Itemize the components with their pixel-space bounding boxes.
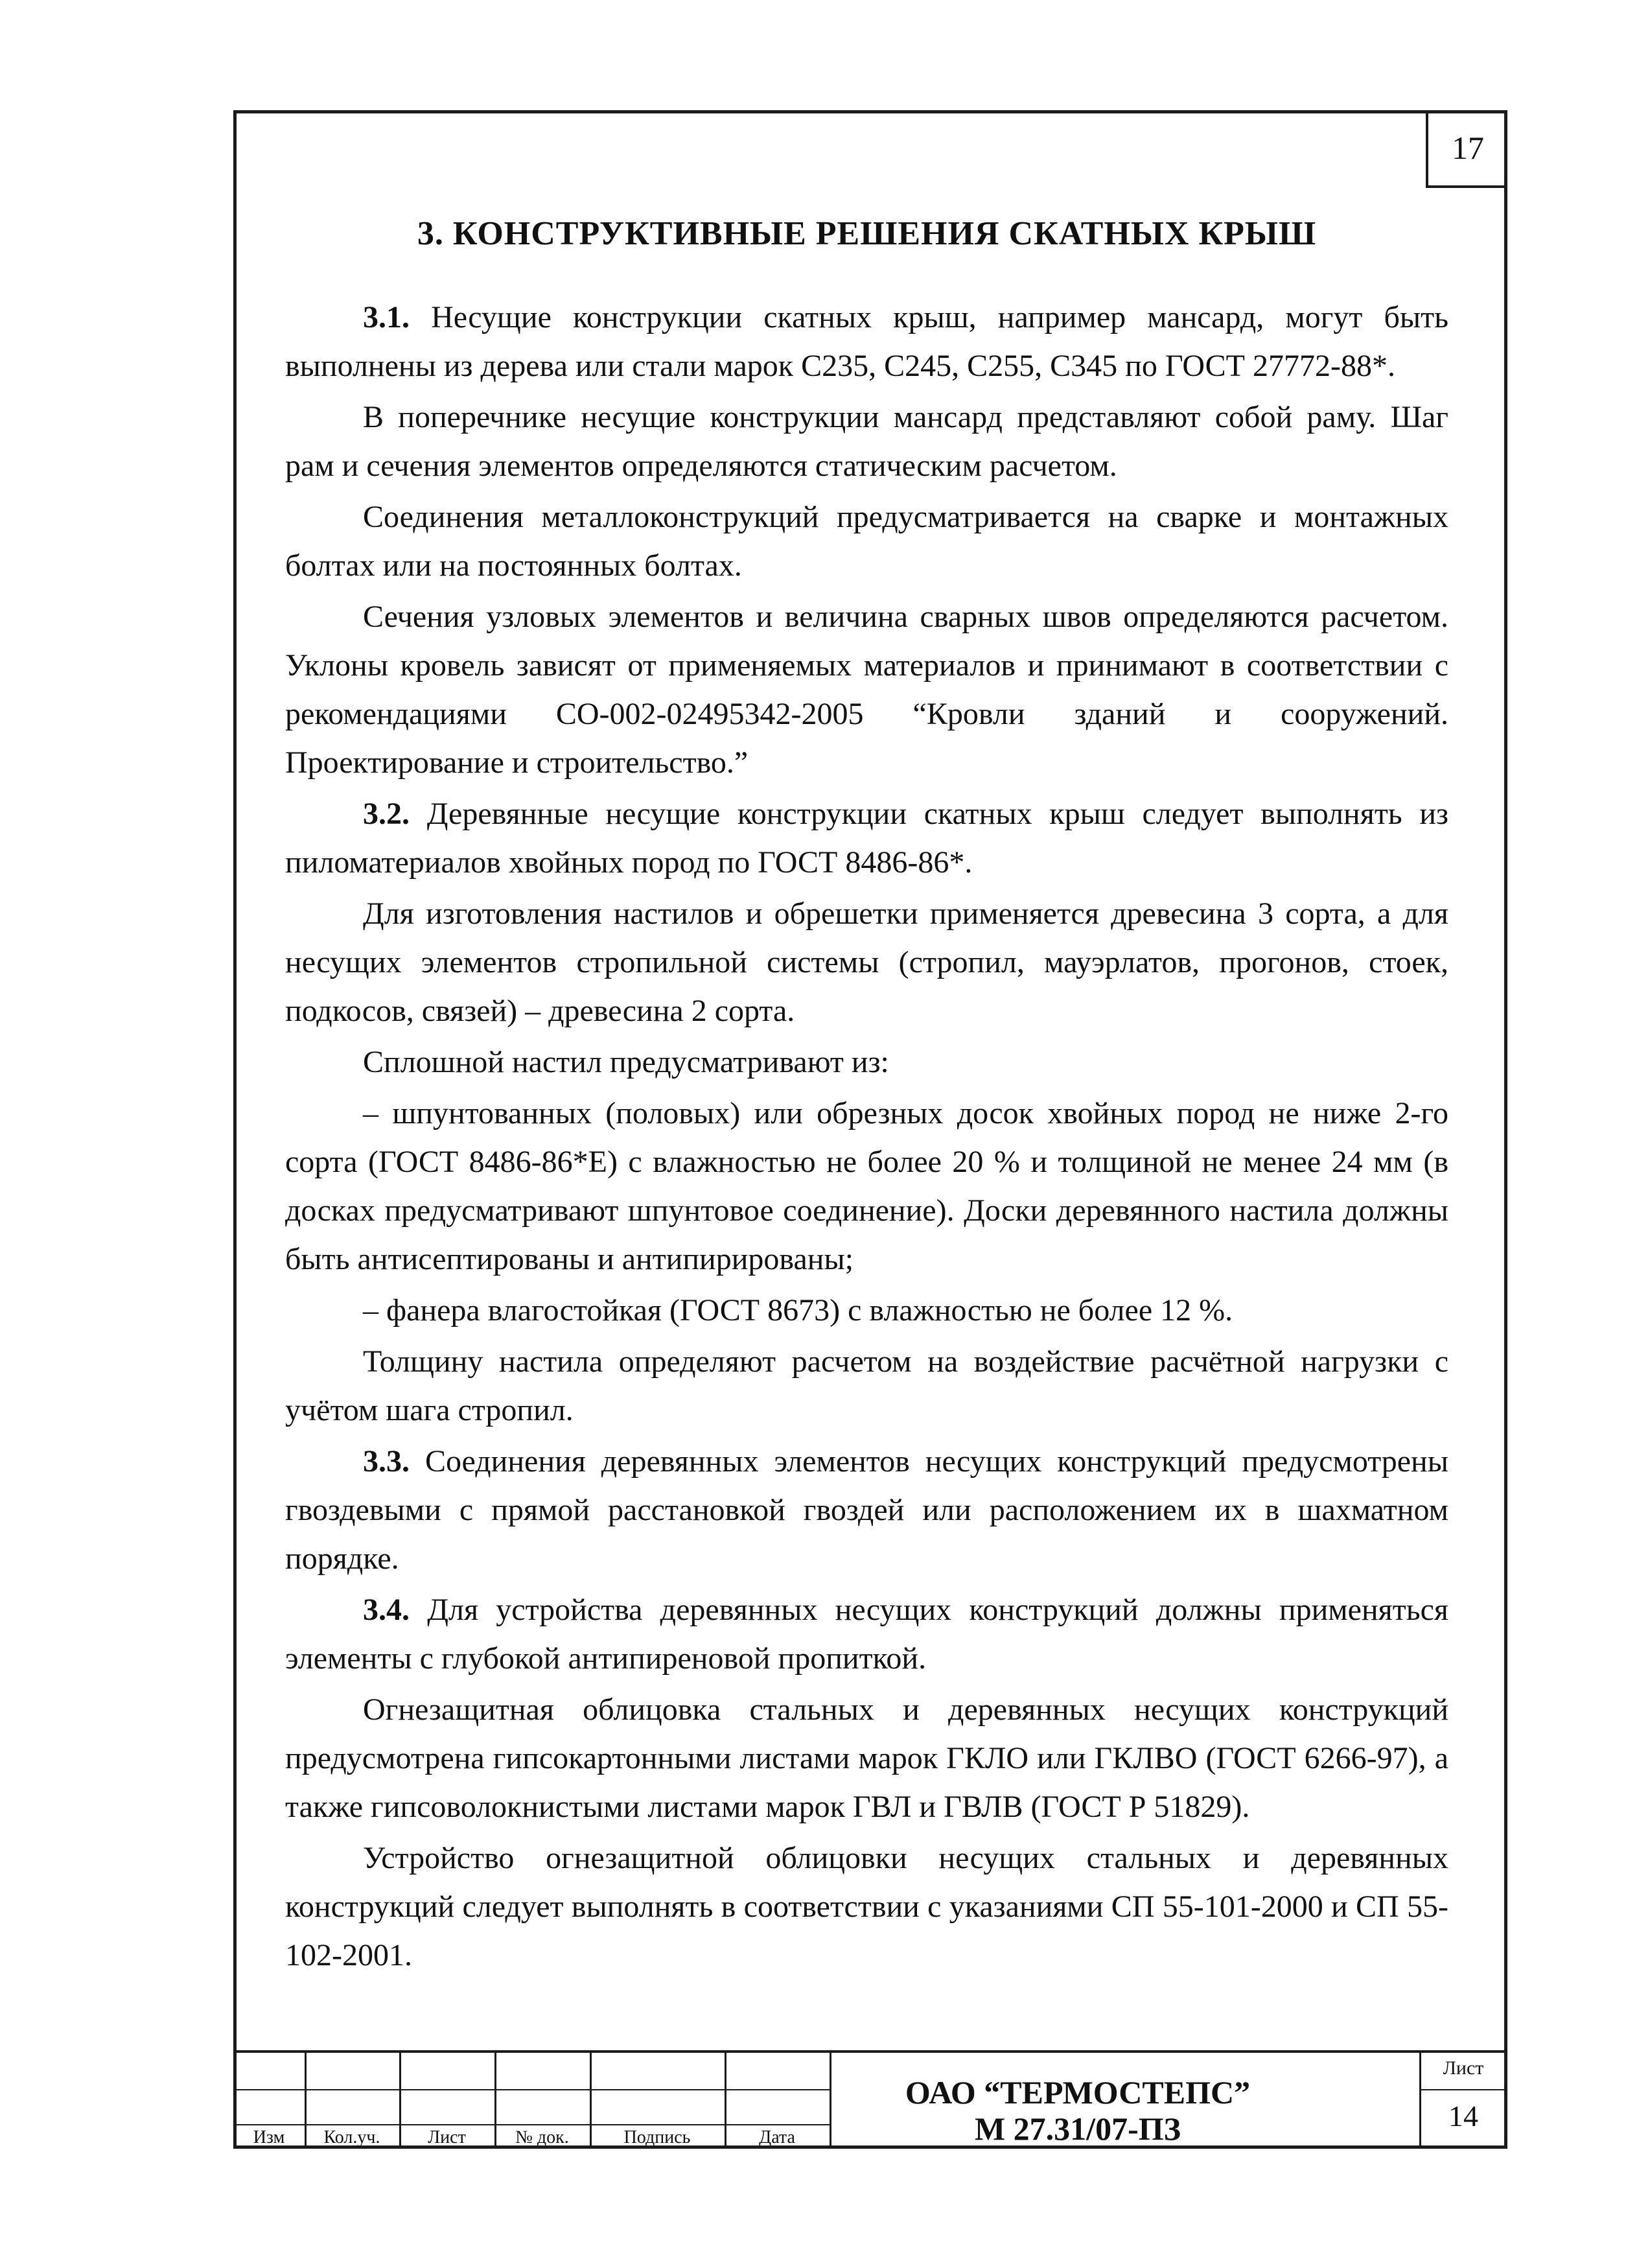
paragraph (285, 1337, 1448, 1434)
column-label-list: Лист (428, 2127, 466, 2147)
paragraph-text: Соединения деревянных элементов несущих конструкций предусмотрены гвоздевыми с прямой расстановкой гвоздей или расположением их в шахматном порядке. (285, 1444, 1448, 1576)
clause-number: 3.3. (363, 1444, 410, 1479)
paragraph (285, 1685, 1448, 1831)
paragraph-text: Устройство огнезащитной облицовки несущих стальных и деревянных конструкций следует выполнять в соответствии с указаниями СП 55-101-2000 и СП 55-102-2001. (285, 1841, 1448, 1973)
paragraph (285, 393, 1448, 490)
column-label-doc-no: № док. (515, 2127, 569, 2147)
paragraph-text: Для устройства деревянных несущих конструкций должны применяться элементы с глубокой антипиреновой пропиткой. (285, 1593, 1449, 1676)
document-body (285, 214, 1448, 1982)
paragraph (285, 592, 1448, 787)
paragraph (285, 1585, 1448, 1683)
paragraph (285, 1089, 1448, 1283)
paragraph-text: Несущие конструкции скатных крыш, например мансард, могут быть выполнены из дерева или стали марок С235, С245, С255, С345 по ГОСТ 27772-88*. (285, 300, 1448, 384)
column-label-kol-uch: Кол.уч. (323, 2127, 380, 2147)
column-label-signature: Подпись (623, 2127, 691, 2147)
paragraph-text: Сплошной настил предусматривают из: (363, 1045, 889, 1080)
paragraph (285, 1038, 1448, 1086)
paragraph (285, 789, 1448, 887)
paragraph (285, 889, 1448, 1035)
paragraph-text: Огнезащитная облицовка стальных и деревянных несущих конструкций предусмотрена гипсокартонными листами марок ГКЛО или ГКЛВО (ГОСТ 6266-97), а также гипсоволокнистыми листами марок ГВЛ и ГВЛВ (ГОСТ Р 51829). (285, 1692, 1448, 1825)
column-label-izm: Изм (253, 2127, 285, 2147)
organization-block (831, 2074, 1324, 2147)
paragraph (285, 293, 1448, 390)
paragraph-text: Сечения узловых элементов и величина сварных швов определяются расчетом. Уклоны кровель зависят от применяемых материалов и принимают в соответствии с рекомендациями СО-002-02495342-2005 “Кровли зданий и сооружений. Проектирование и строительство.” (285, 600, 1448, 780)
paragraph-text: Для изготовления настилов и обрешетки применяется древесина 3 сорта, а для несущих элементов стропильной системы (стропил, мауэрлатов, прогонов, стоек, подкосов, связей) – древесина 2 сорта. (285, 896, 1448, 1029)
paragraph (285, 1286, 1448, 1335)
paragraph-text: Соединения металлоконструкций предусматривается на сварке и монтажных болтах или на постоянных болтах. (285, 500, 1448, 583)
paragraph-text: Толщину настила определяют расчетом на воздействие расчётной нагрузки с учётом шага стропил. (285, 1344, 1448, 1428)
sheet-number: 14 (1448, 2099, 1478, 2133)
paragraph (285, 1437, 1448, 1583)
paragraph-text: – фанера влагостойкая (ГОСТ 8673) с влажностью не более 12 %. (363, 1293, 1233, 1328)
paragraph (285, 1834, 1448, 1980)
sheet-label: Лист (1443, 2057, 1484, 2079)
paragraph-text: – шпунтованных (половых) или обрезных досок хвойных пород не ниже 2-го сорта (ГОСТ 8486-86*Е) с влажностью не более 20 % и толщиной не менее 24 мм (в досках предусматривают шпунтовое соединение). Доски деревянного настила должны быть антисептированы и антипирированы; (285, 1096, 1448, 1277)
section-heading: 3. КОНСТРУКТИВНЫЕ РЕШЕНИЯ СКАТНЫХ КРЫШ (417, 215, 1317, 252)
column-label-date: Дата (759, 2127, 795, 2147)
clause-number: 3.2. (363, 797, 410, 832)
document-code: М 27.31/07-ПЗ (974, 2110, 1181, 2147)
paragraph (285, 493, 1448, 590)
clause-number: 3.4. (363, 1593, 410, 1628)
title-block-row-line (233, 2089, 831, 2090)
organization-name: ОАО “ТЕРМОСТЕПС” (905, 2074, 1251, 2110)
clause-number: 3.1. (363, 300, 410, 335)
page-number: 17 (1426, 110, 1507, 188)
paragraph-text: В поперечнике несущие конструкции мансард представляют собой раму. Шаг рам и сечения элементов определяются статическим расчетом. (285, 400, 1448, 484)
paragraph-text: Деревянные несущие конструкции скатных крыш следует выполнять из пиломатериалов хвойных пород по ГОСТ 8486-86*. (285, 797, 1449, 880)
